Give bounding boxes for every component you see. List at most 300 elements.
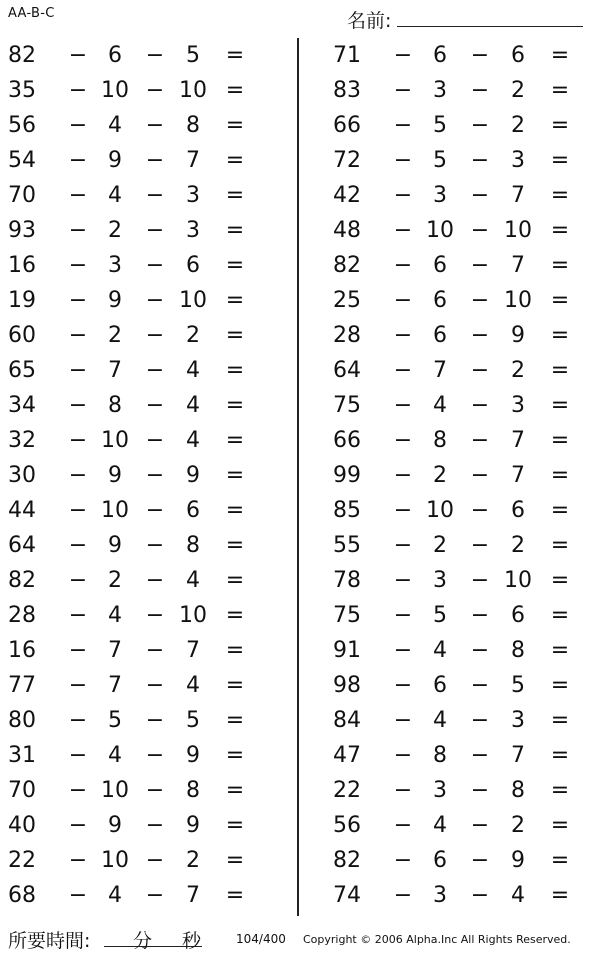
subtrahend-1: 2 — [108, 323, 122, 348]
problem-row — [333, 73, 593, 108]
subtrahend-2: 9 — [186, 743, 200, 768]
minus-sign: − — [393, 253, 413, 278]
subtrahend-2: 3 — [186, 218, 200, 243]
minus-sign: − — [145, 113, 165, 138]
subtrahend-1: 8 — [433, 743, 447, 768]
subtrahend-1: 7 — [433, 358, 447, 383]
minus-sign: − — [68, 113, 88, 138]
minus-sign: − — [145, 358, 165, 383]
minus-sign: − — [393, 743, 413, 768]
subtrahend-1: 2 — [108, 218, 122, 243]
subtrahend-2: 6 — [186, 253, 200, 278]
subtrahend-2: 7 — [186, 148, 200, 173]
minus-sign: − — [68, 568, 88, 593]
equals-sign: = — [225, 148, 245, 173]
minus-sign: − — [393, 533, 413, 558]
problem-row — [8, 178, 268, 213]
minuend: 83 — [333, 78, 361, 103]
subtrahend-2: 2 — [186, 323, 200, 348]
minus-sign: − — [470, 253, 490, 278]
subtrahend-1: 4 — [108, 603, 122, 628]
minuend: 75 — [333, 603, 361, 628]
subtrahend-2: 4 — [186, 358, 200, 383]
equals-sign: = — [225, 498, 245, 523]
minuend: 54 — [8, 148, 36, 173]
subtrahend-2: 6 — [511, 43, 525, 68]
problem-row — [8, 248, 268, 283]
minus-sign: − — [68, 43, 88, 68]
subtrahend-2: 7 — [511, 743, 525, 768]
subtrahend-1: 4 — [433, 708, 447, 733]
subtrahend-1: 3 — [108, 253, 122, 278]
minus-sign: − — [393, 393, 413, 418]
minuend: 75 — [333, 393, 361, 418]
problem-row — [8, 703, 268, 738]
problem-row — [333, 633, 593, 668]
minus-sign: − — [145, 78, 165, 103]
minus-sign: − — [393, 673, 413, 698]
equals-sign: = — [225, 358, 245, 383]
minus-sign: − — [393, 848, 413, 873]
subtrahend-1: 9 — [108, 288, 122, 313]
minus-sign: − — [68, 883, 88, 908]
minus-sign: − — [393, 288, 413, 313]
subtrahend-2: 3 — [511, 393, 525, 418]
minuend: 22 — [8, 848, 36, 873]
subtrahend-2: 5 — [511, 673, 525, 698]
subtrahend-1: 4 — [108, 183, 122, 208]
equals-sign: = — [550, 673, 570, 698]
subtrahend-1: 2 — [433, 533, 447, 558]
equals-sign: = — [550, 393, 570, 418]
minus-sign: − — [470, 498, 490, 523]
minus-sign: − — [68, 498, 88, 523]
subtrahend-2: 9 — [186, 463, 200, 488]
minus-sign: − — [393, 428, 413, 453]
minuend: 60 — [8, 323, 36, 348]
subtrahend-1: 6 — [433, 288, 447, 313]
minus-sign: − — [68, 813, 88, 838]
problem-row — [8, 458, 268, 493]
minus-sign: − — [68, 323, 88, 348]
minus-sign: − — [68, 78, 88, 103]
minuend: 99 — [333, 463, 361, 488]
minus-sign: − — [145, 218, 165, 243]
minus-sign: − — [145, 603, 165, 628]
minuend: 80 — [8, 708, 36, 733]
minuend: 48 — [333, 218, 361, 243]
subtrahend-2: 10 — [504, 218, 532, 243]
minus-sign: − — [393, 183, 413, 208]
subtrahend-1: 4 — [108, 883, 122, 908]
equals-sign: = — [225, 778, 245, 803]
equals-sign: = — [225, 463, 245, 488]
equals-sign: = — [225, 883, 245, 908]
problem-row — [333, 143, 593, 178]
minus-sign: − — [68, 288, 88, 313]
minuend: 28 — [8, 603, 36, 628]
subtrahend-1: 6 — [433, 848, 447, 873]
minus-sign: − — [68, 393, 88, 418]
problem-row — [333, 878, 593, 913]
minus-sign: − — [68, 603, 88, 628]
subtrahend-1: 10 — [101, 848, 129, 873]
minus-sign: − — [393, 148, 413, 173]
equals-sign: = — [225, 323, 245, 348]
minus-sign: − — [470, 533, 490, 558]
subtrahend-2: 4 — [511, 883, 525, 908]
minus-sign: − — [393, 778, 413, 803]
problem-column-left — [8, 38, 268, 913]
subtrahend-2: 9 — [186, 813, 200, 838]
minuend: 74 — [333, 883, 361, 908]
minuend: 16 — [8, 253, 36, 278]
subtrahend-2: 4 — [186, 393, 200, 418]
problem-row — [333, 668, 593, 703]
subtrahend-2: 8 — [186, 778, 200, 803]
equals-sign: = — [550, 113, 570, 138]
minuend: 55 — [333, 533, 361, 558]
minus-sign: − — [145, 43, 165, 68]
minus-sign: − — [393, 638, 413, 663]
minuend: 56 — [333, 813, 361, 838]
subtrahend-1: 4 — [433, 393, 447, 418]
subtrahend-2: 7 — [186, 638, 200, 663]
minus-sign: − — [393, 463, 413, 488]
minus-sign: − — [145, 428, 165, 453]
minus-sign: − — [145, 568, 165, 593]
problem-row — [8, 353, 268, 388]
subtrahend-1: 8 — [108, 393, 122, 418]
minus-sign: − — [470, 883, 490, 908]
minus-sign: − — [393, 498, 413, 523]
minuend: 65 — [8, 358, 36, 383]
subtrahend-1: 3 — [433, 78, 447, 103]
minus-sign: − — [68, 778, 88, 803]
subtrahend-2: 6 — [511, 603, 525, 628]
minuend: 64 — [333, 358, 361, 383]
problem-row — [8, 808, 268, 843]
minus-sign: − — [68, 533, 88, 558]
problem-row — [8, 73, 268, 108]
subtrahend-1: 10 — [101, 428, 129, 453]
minus-sign: − — [393, 708, 413, 733]
equals-sign: = — [550, 183, 570, 208]
subtrahend-2: 8 — [511, 778, 525, 803]
minus-sign: − — [145, 673, 165, 698]
subtrahend-2: 7 — [511, 253, 525, 278]
subtrahend-1: 4 — [108, 113, 122, 138]
equals-sign: = — [225, 393, 245, 418]
subtrahend-2: 3 — [511, 708, 525, 733]
problem-row — [333, 423, 593, 458]
minuend: 68 — [8, 883, 36, 908]
minus-sign: − — [470, 778, 490, 803]
minus-sign: − — [145, 498, 165, 523]
minus-sign: − — [145, 638, 165, 663]
equals-sign: = — [550, 463, 570, 488]
minus-sign: − — [393, 883, 413, 908]
problem-row — [8, 213, 268, 248]
minuend: 64 — [8, 533, 36, 558]
problem-row — [8, 318, 268, 353]
minuend: 71 — [333, 43, 361, 68]
problem-row — [333, 108, 593, 143]
problem-row — [333, 38, 593, 73]
subtrahend-2: 3 — [511, 148, 525, 173]
subtrahend-1: 9 — [108, 148, 122, 173]
minus-sign: − — [145, 253, 165, 278]
equals-sign: = — [225, 533, 245, 558]
minus-sign: − — [145, 323, 165, 348]
minus-sign: − — [68, 673, 88, 698]
minus-sign: − — [145, 708, 165, 733]
equals-sign: = — [550, 638, 570, 663]
problem-row — [333, 353, 593, 388]
subtrahend-2: 8 — [186, 113, 200, 138]
problem-row — [333, 248, 593, 283]
subtrahend-1: 10 — [101, 78, 129, 103]
minus-sign: − — [470, 183, 490, 208]
minus-sign: − — [68, 253, 88, 278]
equals-sign: = — [225, 113, 245, 138]
subtrahend-1: 5 — [108, 708, 122, 733]
minus-sign: − — [68, 848, 88, 873]
minus-sign: − — [145, 183, 165, 208]
subtrahend-1: 9 — [108, 813, 122, 838]
equals-sign: = — [550, 848, 570, 873]
equals-sign: = — [550, 708, 570, 733]
subtrahend-2: 6 — [186, 498, 200, 523]
minuend: 56 — [8, 113, 36, 138]
minus-sign: − — [470, 813, 490, 838]
subtrahend-1: 10 — [426, 498, 454, 523]
minuend: 16 — [8, 638, 36, 663]
subtrahend-1: 4 — [433, 638, 447, 663]
problem-row — [333, 458, 593, 493]
subtrahend-2: 8 — [186, 533, 200, 558]
subtrahend-1: 5 — [433, 113, 447, 138]
minus-sign: − — [145, 463, 165, 488]
minus-sign: − — [393, 43, 413, 68]
problem-row — [333, 563, 593, 598]
subtrahend-2: 4 — [186, 428, 200, 453]
problem-row — [333, 528, 593, 563]
problem-row — [8, 773, 268, 808]
copyright-notice: Copyright © 2006 Alpha.Inc All Rights Reserved. — [303, 933, 571, 946]
problem-row — [333, 598, 593, 633]
subtrahend-2: 3 — [186, 183, 200, 208]
name-blank-line — [397, 26, 583, 27]
problem-row — [333, 493, 593, 528]
problem-row — [333, 283, 593, 318]
subtrahend-1: 3 — [433, 568, 447, 593]
time-required-label: 所要時間: — [8, 930, 91, 952]
minuend: 25 — [333, 288, 361, 313]
minus-sign: − — [470, 568, 490, 593]
equals-sign: = — [550, 288, 570, 313]
subtrahend-1: 5 — [433, 148, 447, 173]
minuend: 31 — [8, 743, 36, 768]
subtrahend-2: 5 — [186, 708, 200, 733]
equals-sign: = — [550, 498, 570, 523]
equals-sign: = — [225, 743, 245, 768]
minutes-label: 分 — [133, 930, 153, 952]
equals-sign: = — [550, 358, 570, 383]
subtrahend-1: 6 — [433, 43, 447, 68]
equals-sign: = — [225, 673, 245, 698]
minuend: 91 — [333, 638, 361, 663]
subtrahend-2: 7 — [511, 183, 525, 208]
minuend: 82 — [8, 43, 36, 68]
subtrahend-1: 6 — [433, 673, 447, 698]
minus-sign: − — [145, 148, 165, 173]
page-number: 104/400 — [236, 932, 286, 946]
minus-sign: − — [470, 708, 490, 733]
problem-column-right — [333, 38, 593, 913]
subtrahend-2: 2 — [186, 848, 200, 873]
subtrahend-2: 10 — [504, 568, 532, 593]
problem-row — [333, 703, 593, 738]
minuend: 84 — [333, 708, 361, 733]
minuend: 47 — [333, 743, 361, 768]
problem-row — [8, 423, 268, 458]
column-divider — [297, 38, 299, 916]
subtrahend-2: 10 — [179, 603, 207, 628]
minus-sign: − — [470, 148, 490, 173]
minus-sign: − — [145, 883, 165, 908]
equals-sign: = — [225, 253, 245, 278]
minus-sign: − — [470, 288, 490, 313]
equals-sign: = — [225, 848, 245, 873]
subtrahend-2: 9 — [511, 848, 525, 873]
minus-sign: − — [470, 428, 490, 453]
subtrahend-1: 10 — [426, 218, 454, 243]
minus-sign: − — [145, 743, 165, 768]
equals-sign: = — [550, 603, 570, 628]
minuend: 82 — [8, 568, 36, 593]
subtrahend-2: 4 — [186, 568, 200, 593]
equals-sign: = — [550, 533, 570, 558]
minus-sign: − — [145, 533, 165, 558]
minuend: 30 — [8, 463, 36, 488]
minuend: 85 — [333, 498, 361, 523]
minuend: 44 — [8, 498, 36, 523]
minus-sign: − — [470, 638, 490, 663]
minus-sign: − — [393, 323, 413, 348]
subtrahend-1: 7 — [108, 673, 122, 698]
subtrahend-2: 2 — [511, 358, 525, 383]
equals-sign: = — [225, 183, 245, 208]
problem-row — [333, 738, 593, 773]
minuend: 70 — [8, 778, 36, 803]
minus-sign: − — [145, 288, 165, 313]
problem-row — [333, 178, 593, 213]
minus-sign: − — [470, 463, 490, 488]
equals-sign: = — [550, 253, 570, 278]
equals-sign: = — [225, 708, 245, 733]
problem-row — [8, 668, 268, 703]
minus-sign: − — [68, 148, 88, 173]
minuend: 34 — [8, 393, 36, 418]
minuend: 78 — [333, 568, 361, 593]
problem-row — [8, 738, 268, 773]
equals-sign: = — [225, 78, 245, 103]
problem-row — [8, 38, 268, 73]
minus-sign: − — [393, 603, 413, 628]
equals-sign: = — [550, 78, 570, 103]
problem-row — [333, 213, 593, 248]
problem-row — [8, 878, 268, 913]
equals-sign: = — [550, 43, 570, 68]
minus-sign: − — [393, 358, 413, 383]
subtrahend-1: 9 — [108, 533, 122, 558]
minus-sign: − — [68, 183, 88, 208]
minus-sign: − — [470, 603, 490, 628]
minus-sign: − — [393, 813, 413, 838]
equals-sign: = — [550, 218, 570, 243]
subtrahend-2: 6 — [511, 498, 525, 523]
minus-sign: − — [68, 358, 88, 383]
problem-row — [8, 108, 268, 143]
minus-sign: − — [470, 78, 490, 103]
subtrahend-1: 7 — [108, 638, 122, 663]
minus-sign: − — [145, 813, 165, 838]
problem-row — [333, 843, 593, 878]
subtrahend-1: 2 — [108, 568, 122, 593]
minuend: 77 — [8, 673, 36, 698]
worksheet-code: AA-B-C — [8, 6, 55, 21]
problem-row — [333, 808, 593, 843]
minuend: 66 — [333, 428, 361, 453]
minus-sign: − — [470, 113, 490, 138]
subtrahend-1: 8 — [433, 428, 447, 453]
equals-sign: = — [550, 568, 570, 593]
minus-sign: − — [393, 113, 413, 138]
equals-sign: = — [550, 148, 570, 173]
subtrahend-1: 3 — [433, 778, 447, 803]
subtrahend-1: 10 — [101, 498, 129, 523]
subtrahend-1: 6 — [433, 253, 447, 278]
minuend: 28 — [333, 323, 361, 348]
minuend: 32 — [8, 428, 36, 453]
minuend: 70 — [8, 183, 36, 208]
problem-row — [8, 528, 268, 563]
subtrahend-1: 9 — [108, 463, 122, 488]
minus-sign: − — [470, 43, 490, 68]
problem-row — [333, 318, 593, 353]
subtrahend-1: 5 — [433, 603, 447, 628]
equals-sign: = — [225, 603, 245, 628]
minus-sign: − — [68, 463, 88, 488]
subtrahend-1: 6 — [433, 323, 447, 348]
subtrahend-2: 2 — [511, 113, 525, 138]
minuend: 66 — [333, 113, 361, 138]
equals-sign: = — [550, 743, 570, 768]
minuend: 72 — [333, 148, 361, 173]
equals-sign: = — [550, 883, 570, 908]
equals-sign: = — [225, 813, 245, 838]
equals-sign: = — [550, 323, 570, 348]
minus-sign: − — [145, 848, 165, 873]
subtrahend-1: 6 — [108, 43, 122, 68]
subtrahend-2: 7 — [511, 463, 525, 488]
problem-row — [8, 563, 268, 598]
problem-row — [8, 283, 268, 318]
minuend: 98 — [333, 673, 361, 698]
problem-row — [333, 388, 593, 423]
minus-sign: − — [68, 708, 88, 733]
